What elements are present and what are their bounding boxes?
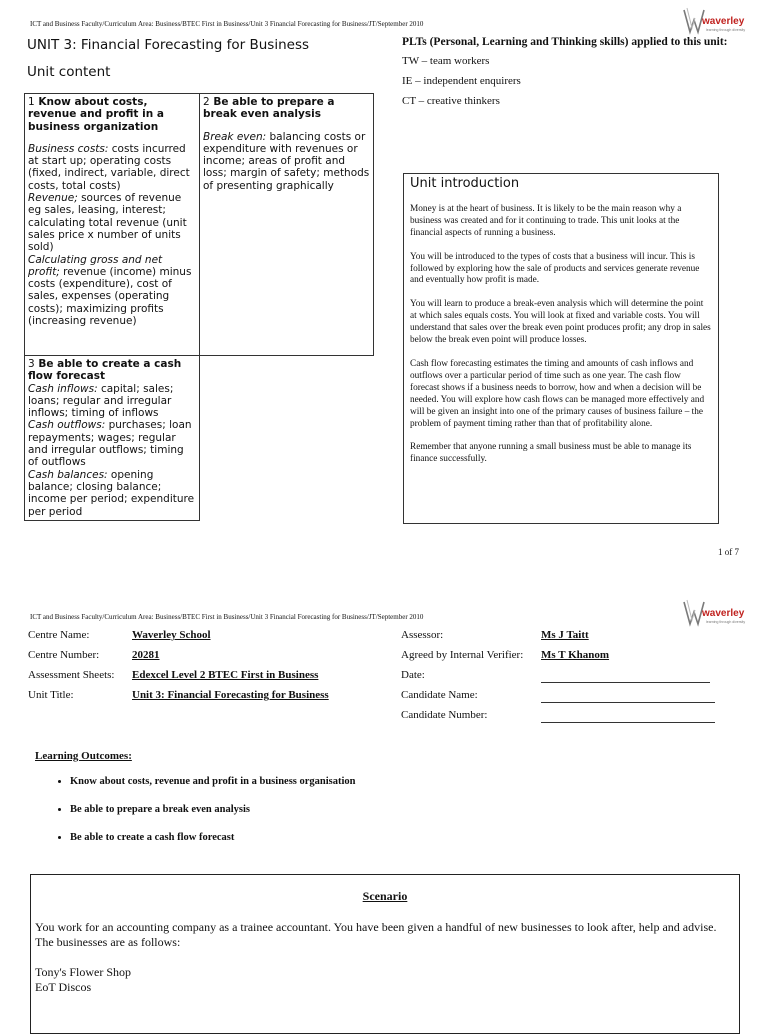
scenario-business-1: Tony's Flower Shop: [35, 965, 131, 979]
outcome2-text1: balancing costs or expenditure with revenues or income; areas of profit and loss; margin of safety; methods of presenting graphically: [203, 130, 370, 192]
unit-title: UNIT 3: Financial Forecasting for Business: [27, 37, 310, 53]
candidate-number-label: Candidate Number:: [401, 709, 488, 721]
candidate-name-field[interactable]: [541, 690, 715, 703]
logo-text: waverley: [702, 608, 745, 619]
page2-header-path: ICT and Business Faculty/Curriculum Area: Business/BTEC First in Business/Unit 3 Financial Forecasting for Business/JT/September 2010: [30, 613, 424, 621]
outcome3-label2: Cash outflows:: [28, 419, 106, 432]
candidate-number-field[interactable]: [541, 710, 715, 723]
scenario-text: You work for an accounting company as a trainee accountant. You have been given a handful of new businesses to look after, help and advise. The businesses are as follows:: [35, 920, 717, 949]
intro-heading: Unit introduction: [410, 176, 520, 191]
plts-heading: PLTs (Personal, Learning and Thinking skills) applied to this unit:: [402, 36, 728, 48]
outcome1-label1: Business costs:: [28, 142, 109, 155]
unit-content-table: [24, 93, 374, 521]
outcome1-text1: costs incurred at start up; operating costs (fixed, indirect, variable, direct costs, total costs): [28, 142, 190, 192]
outcome2-label1: Break even:: [203, 130, 267, 143]
learning-outcomes-heading: Learning Outcomes:: [35, 750, 132, 762]
intro-paragraph-1: Money is at the heart of business. It is likely to be the main reason why a business was created and for it continuing to trade. This unit looks at the financial aspects of running a business.: [410, 203, 682, 238]
centre-number-value: 20281: [132, 649, 160, 661]
outcome3-label3: Cash balances:: [28, 468, 108, 481]
unit-content-heading: Unit content: [27, 64, 111, 80]
scenario-heading: Scenario: [362, 889, 408, 903]
outcome1-title: Know about costs, revenue and profit in a business organization: [28, 96, 164, 133]
date-label: Date:: [401, 669, 425, 681]
scenario-box: [30, 874, 740, 1034]
outcome3-title: Be able to create a cash flow forecast: [28, 358, 182, 383]
outcome2-title: Be able to prepare a break even analysis: [203, 96, 335, 121]
page2-logo: [682, 598, 762, 634]
outcome3-text1: capital; sales; loans; regular and irregular inflows; timing of inflows: [28, 382, 174, 420]
centre-number-label: Centre Number:: [28, 649, 100, 661]
logo-tagline: learning through diversity: [706, 620, 746, 624]
outcome2-number: 2: [203, 96, 210, 108]
unit-introduction-box: [403, 173, 719, 524]
unit-title-label: Unit Title:: [28, 689, 74, 701]
date-field[interactable]: [541, 670, 710, 683]
intro-paragraph-2: You will be introduced to the types of costs that a business will incur. This is followed by exploring how the sale of products and services generate revenue and eventually how profit is made.: [410, 251, 700, 286]
learning-outcome-item: • Be able to create a cash flow forecast: [70, 832, 750, 843]
plt-ct: CT – creative thinkers: [402, 95, 500, 107]
outcome3-cell: [25, 356, 200, 521]
assessor-value: Ms J Taitt: [541, 629, 589, 641]
logo-tagline: learning through diversity: [706, 28, 746, 32]
assessor-label: Assessor:: [401, 629, 444, 641]
centre-name-value: Waverley School: [132, 629, 211, 641]
learning-outcome-item: • Be able to prepare a break even analysis: [70, 804, 750, 815]
outcome3-number: 3: [28, 358, 35, 370]
learning-outcome-item: • Know about costs, revenue and profit in a business organisation: [70, 776, 750, 787]
centre-name-label: Centre Name:: [28, 629, 90, 641]
outcome3-label1: Cash inflows:: [28, 382, 98, 395]
learning-outcomes-list: [34, 776, 750, 860]
scenario-business-2: EoT Discos: [35, 980, 92, 994]
intro-paragraph-4: Cash flow forecasting estimates the timing and amounts of cash inflows and outflows over a particular period of time such as one year. The cash flow forecast shows if a business needs to borrow, how and when a decision will be needed. You will explore how cash flows can be managed more effectively and will be given an insight into one of the primary causes of business failure – the problem of payment timing rather than that of profitability alone.: [410, 358, 705, 429]
unit-title-value: Unit 3: Financial Forecasting for Business: [132, 689, 329, 701]
internal-verifier-value: Ms T Khanom: [541, 649, 610, 661]
outcome1-text2: sources of revenue eg sales, leasing, interest; calculating total revenue (unit sales price x number of units sold): [28, 192, 187, 254]
page1-header-path: ICT and Business Faculty/Curriculum Area: Business/BTEC First in Business/Unit 3 Financial Forecasting for Business/JT/September 2010: [30, 20, 424, 28]
outcome1-cell: [25, 94, 200, 356]
intro-paragraph-5: Remember that anyone running a small business must be able to manage its finance successfully.: [410, 442, 692, 465]
outcome3-text2: purchases; loan repayments; wages; regular and irregular outflows; timing of outflows: [28, 419, 192, 469]
assessment-sheets-value: Edexcel Level 2 BTEC First in Business: [132, 669, 319, 681]
intro-paragraph-3: You will learn to produce a break-even analysis which will determine the point at which sales equals costs. You will look at fixed and variable costs. You will understand that sales over the break even point produces profit; any drop in sales below the break even point will produce losses.: [410, 299, 711, 346]
outcome2-cell: [200, 94, 374, 356]
logo-text: waverley: [702, 16, 745, 27]
assessment-sheets-label: Assessment Sheets:: [28, 669, 115, 681]
plt-tw: TW – team workers: [402, 55, 490, 67]
outcome1-label2: Revenue;: [28, 192, 78, 205]
outcome3-text3: opening balance; closing balance; income per period; expenditure per period: [28, 468, 195, 518]
plt-ie: IE – independent enquirers: [402, 75, 521, 87]
page-number: 1 of 7: [718, 547, 739, 557]
internal-verifier-label: Agreed by Internal Verifier:: [401, 649, 524, 661]
outcome1-label3: Calculating gross and net profit;: [28, 253, 163, 278]
outcome1-number: 1: [28, 96, 35, 108]
candidate-name-label: Candidate Name:: [401, 689, 478, 701]
outcome1-text3: revenue (income) minus costs (expenditure), cost of sales, expenses (operating costs); maximizing profits (increasing revenue): [28, 265, 192, 328]
